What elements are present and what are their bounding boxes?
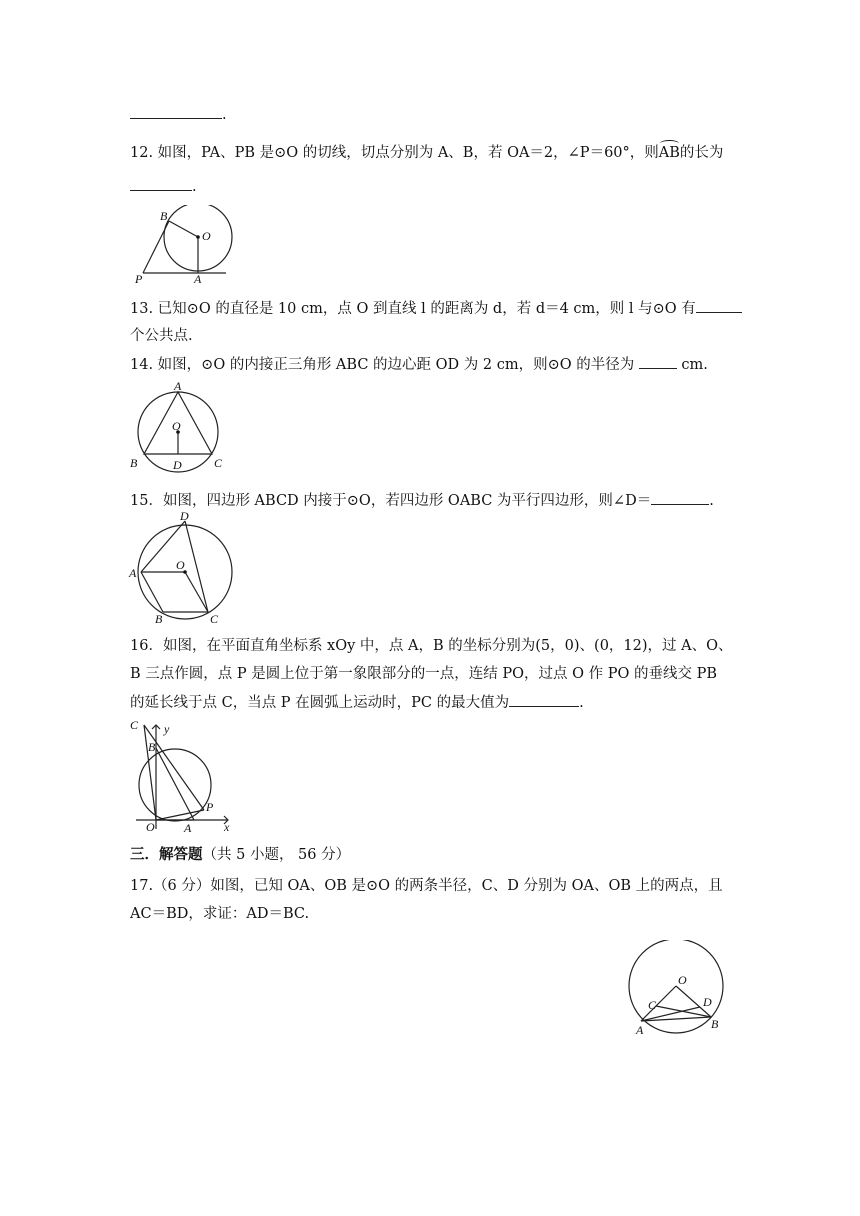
- label-o: O: [172, 419, 181, 433]
- answer-blank: [651, 490, 709, 505]
- q15-figure: [128, 512, 243, 624]
- q16-line2: B 三点作圆，点 P 是圆上位于第一象限部分的一点，连结 PO，过点 O 作 PO 的垂线交 PB: [130, 666, 717, 682]
- label-d: D: [173, 458, 182, 472]
- label-b: B: [711, 1017, 719, 1031]
- q12-figure: [130, 205, 250, 285]
- label-d: D: [180, 512, 189, 523]
- answer-blank: [509, 692, 579, 707]
- q17-figure: [624, 940, 734, 1040]
- arc-ab: AB: [658, 145, 680, 161]
- label-p: P: [206, 800, 214, 814]
- q17-line1: 17.（6 分）如图，已知 OA、OB 是⊙O 的两条半径，C、D 分别为 OA、OB 上的两点，且: [130, 878, 723, 894]
- q14-line1: 14. 如图，⊙O 的内接正三角形 ABC 的边心距 OD 为 2 cm，则⊙O 的半径为 cm.: [130, 354, 708, 375]
- label-a: A: [194, 272, 202, 285]
- label-a: A: [184, 821, 192, 835]
- label-c: C: [214, 456, 223, 470]
- label-p: P: [135, 272, 143, 285]
- q14-figure: [128, 378, 238, 473]
- q12-line1: 12. 如图，PA、PB 是⊙O 的切线，切点分别为 A、B，若 OA＝2，∠P＝60°，则AB的长为: [130, 145, 724, 161]
- label-o: O: [202, 229, 211, 243]
- answer-blank: [130, 104, 222, 119]
- label-o: O: [678, 973, 687, 987]
- label-y: y: [164, 722, 170, 736]
- q13-line1: 13. 已知⊙O 的直径是 10 cm，点 O 到直线 l 的距离为 d，若 d＝4 cm，则 l 与⊙O 有: [130, 298, 742, 319]
- top-blank-line: .: [130, 104, 227, 125]
- q13-line2: 个公共点.: [130, 328, 193, 344]
- label-x: x: [224, 820, 230, 834]
- label-a: A: [174, 379, 182, 393]
- section-meta: （共 5 小题， 56 分）: [202, 847, 351, 863]
- section-title: 三．解答题: [130, 846, 203, 863]
- label-c: C: [130, 718, 139, 732]
- q16-line3: 的延长线于点 C，当点 P 在圆弧上运动时，PC 的最大值为 .: [130, 692, 584, 713]
- label-b: B: [160, 209, 168, 223]
- section-three-heading: [130, 845, 350, 865]
- label-o: O: [146, 820, 155, 834]
- q17-line2: AC＝BD，求证：AD＝BC.: [130, 906, 310, 922]
- answer-blank: [130, 176, 192, 191]
- label-b: B: [130, 456, 138, 470]
- q12-line2: .: [130, 176, 197, 197]
- label-a: A: [129, 566, 137, 580]
- label-b: B: [155, 612, 163, 624]
- q16-figure: [128, 717, 243, 835]
- answer-blank: [639, 354, 677, 369]
- label-a: A: [636, 1023, 644, 1037]
- label-d: D: [703, 995, 712, 1009]
- label-b: B: [148, 740, 156, 754]
- label-c: C: [210, 612, 219, 624]
- q16-line1: 16．如图，在平面直角坐标系 xOy 中，点 A，B 的坐标分别为(5，0)、(0，12)，过 A、O、: [130, 638, 733, 654]
- label-c: C: [648, 998, 657, 1012]
- answer-blank: [696, 298, 742, 313]
- q15-line1: 15．如图，四边形 ABCD 内接于⊙O，若四边形 OABC 为平行四边形，则∠D＝ .: [130, 490, 714, 511]
- label-o: O: [176, 558, 185, 572]
